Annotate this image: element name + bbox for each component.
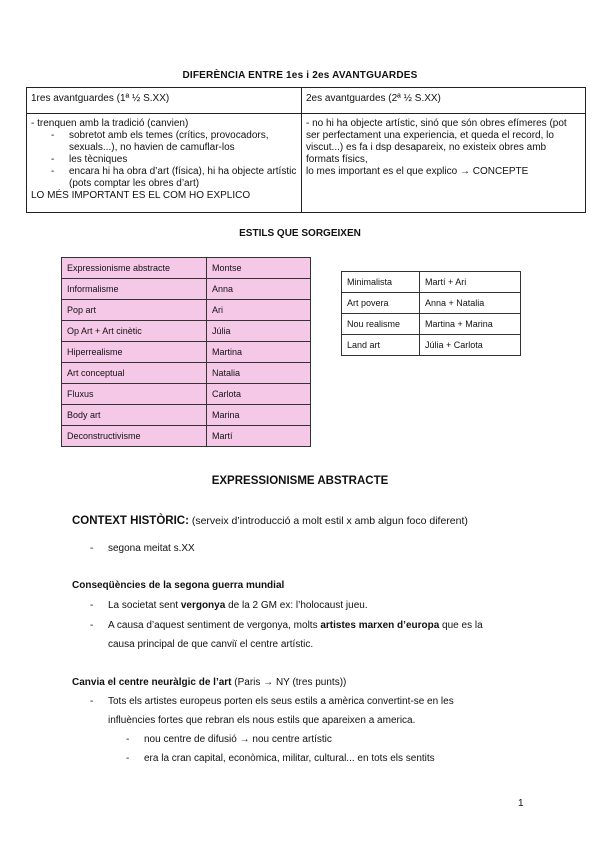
table-row xyxy=(62,426,311,447)
style-name: Op Art + Art cinètic xyxy=(62,321,207,342)
styles-table xyxy=(61,257,311,447)
table-row xyxy=(342,272,521,293)
center-subitem: nou centre de difusió → nou centre artístic xyxy=(144,734,332,745)
war-item: La societat sent vergonya de la 2 GM ex: l’holocaust jueu. xyxy=(108,600,368,611)
table-row xyxy=(62,258,311,279)
context-heading xyxy=(72,515,468,527)
style-name: Deconstructivisme xyxy=(62,426,207,447)
col2-content xyxy=(302,114,586,213)
bullet-dash: - xyxy=(90,543,94,554)
style-name: Art povera xyxy=(342,293,420,314)
student-name: Anna xyxy=(207,279,311,300)
student-names: Martí + Ari xyxy=(420,272,521,293)
student-name: Martina xyxy=(207,342,311,363)
bullet-dash: - xyxy=(126,734,130,745)
center-item-cont: influències fortes que rebran els nous estils que apareixen a america. xyxy=(108,715,416,726)
student-name: Ari xyxy=(207,300,311,321)
context-label: CONTEXT HISTÒRIC: xyxy=(72,515,189,527)
bullet-dash: - xyxy=(90,620,94,631)
center-subitem: era la cran capital, econòmica, militar, cultural... en tots els sentits xyxy=(144,753,435,764)
col1-item: - encara hi ha obra d’art (física), hi ha objecte artístic (pots comptar les obres d’art) xyxy=(51,166,297,189)
col1-header: 1res avantguardes (1ª ½ S.XX) xyxy=(27,88,302,114)
table-row xyxy=(342,293,521,314)
student-names: Júlia + Carlota xyxy=(420,335,521,356)
table-row xyxy=(62,300,311,321)
war-heading: Conseqüències de la segona guerra mundial xyxy=(72,580,285,591)
context-note: (serveix d’introducció a molt estil x amb algun foco diferent) xyxy=(188,515,468,527)
comparison-title: DIFERÈNCIA ENTRE 1es i 2es AVANTGUARDES xyxy=(182,70,418,81)
bullet-dash: - xyxy=(90,600,94,611)
style-name: Land art xyxy=(342,335,420,356)
table-row xyxy=(342,335,521,356)
table-row xyxy=(62,279,311,300)
style-name: Minimalista xyxy=(342,272,420,293)
table-row xyxy=(62,384,311,405)
group-styles-table xyxy=(341,271,521,356)
student-names: Martina + Marina xyxy=(420,314,521,335)
student-name: Marina xyxy=(207,405,311,426)
student-name: Júlia xyxy=(207,321,311,342)
table-row xyxy=(62,405,311,426)
context-item: segona meitat s.XX xyxy=(108,543,195,554)
style-name: Body art xyxy=(62,405,207,426)
col1-item: - les tècniques xyxy=(51,154,128,165)
center-heading: Canvia el centre neuràlgic de l’art (Paris → NY (tres punts)) xyxy=(72,677,347,688)
style-name: Pop art xyxy=(62,300,207,321)
table-row xyxy=(62,342,311,363)
style-name: Nou realisme xyxy=(342,314,420,335)
col1-intro: - trenquen amb la tradició (canvien) xyxy=(31,118,189,129)
bullet-dash: - xyxy=(126,753,130,764)
student-name: Natalia xyxy=(207,363,311,384)
col1-footer: LO MÉS IMPORTANT ES EL COM HO EXPLICO xyxy=(31,190,251,201)
page-number: 1 xyxy=(518,798,524,809)
war-item-cont: causa principal de que canviï el centre artístic. xyxy=(108,639,314,650)
section-heading: EXPRESSIONISME ABSTRACTE xyxy=(211,475,389,487)
center-item: Tots els artistes europeus porten els seus estils a amèrica convertint-se en les xyxy=(108,696,454,707)
col2-text2: lo mes important es el que explico → CONCEPTE xyxy=(306,166,529,177)
col2-header: 2es avantguardes (2ª ½ S.XX) xyxy=(302,88,586,114)
table-row xyxy=(342,314,521,335)
student-name: Montse xyxy=(207,258,311,279)
style-name: Expressionisme abstracte xyxy=(62,258,207,279)
student-name: Martí xyxy=(207,426,311,447)
col1-content xyxy=(27,114,302,213)
style-name: Art conceptual xyxy=(62,363,207,384)
col2-text: - no hi ha objecte artístic, sinó que són obres efímeres (pot ser perfectament una experiencia, et queda el record, lo viscut...) es fa i dsp desapareix, no existeix obres amb formats físics, xyxy=(306,118,567,165)
style-name: Informalisme xyxy=(62,279,207,300)
table-row xyxy=(62,363,311,384)
comparison-table xyxy=(26,87,586,213)
style-name: Hiperrealisme xyxy=(62,342,207,363)
student-names: Anna + Natalia xyxy=(420,293,521,314)
student-name: Carlota xyxy=(207,384,311,405)
styles-title: ESTILS QUE SORGEIXEN xyxy=(239,228,361,239)
table-row xyxy=(62,321,311,342)
style-name: Fluxus xyxy=(62,384,207,405)
col1-item: - sobretot amb els temes (crítics, provocadors, sexuals...), no havien de camuflar-los xyxy=(51,130,269,153)
war-item: A causa d’aquest sentiment de vergonya, molts artistes marxen d’europa que es la xyxy=(108,620,483,631)
bullet-dash: - xyxy=(90,696,94,707)
